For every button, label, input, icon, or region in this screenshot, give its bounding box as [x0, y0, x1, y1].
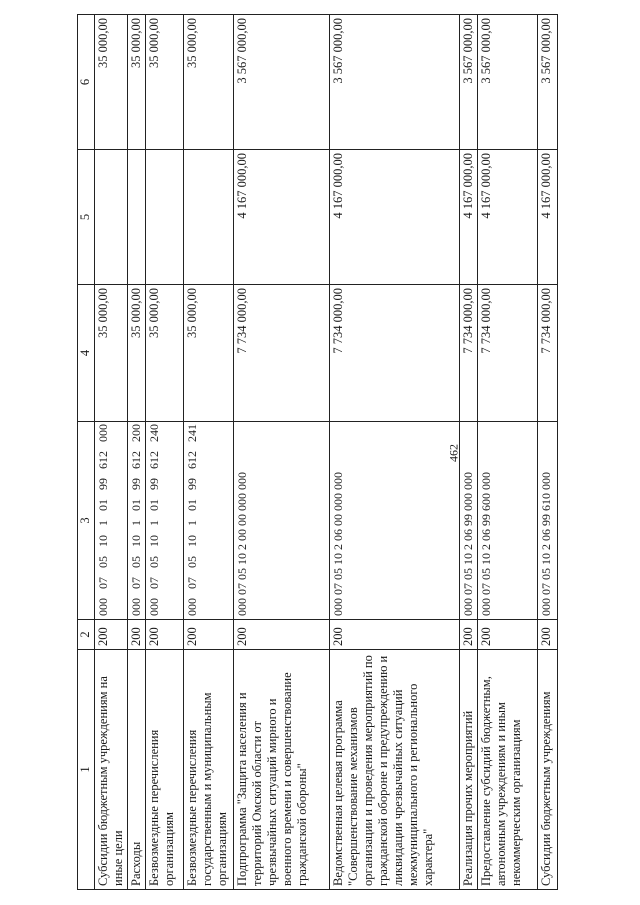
- row-admin-code: 200: [184, 620, 234, 650]
- row-admin-code: 200: [330, 620, 460, 650]
- page-number: 462: [446, 444, 461, 462]
- row-amount-col4: 7 734 000,00: [478, 285, 538, 422]
- table-header-row: [78, 15, 95, 890]
- row-amount-col5: 4 167 000,00: [478, 150, 538, 285]
- row-amount-col4: 35 000,00: [95, 285, 128, 422]
- row-name: Реализация прочих мероприятий: [460, 650, 478, 890]
- row-classification-code: 000 07 05 10 1 01 99 612 241: [184, 422, 234, 620]
- row-classification-code: 000 07 05 10 1 01 99 612 240: [146, 422, 184, 620]
- row-amount-col6: 35 000,00: [128, 15, 146, 150]
- row-admin-code: 200: [128, 620, 146, 650]
- table-row: [234, 15, 330, 890]
- budget-table-rotated: [77, 15, 562, 890]
- budget-table: [77, 14, 558, 890]
- header-col-3: 3: [78, 422, 95, 620]
- row-admin-code: 200: [146, 620, 184, 650]
- table-row: [128, 15, 146, 890]
- row-classification-code: 000 07 05 10 2 06 00 000 000: [330, 422, 460, 620]
- row-amount-col6: 3 567 000,00: [460, 15, 478, 150]
- row-classification-code: 000 07 05 10 2 06 99 600 000: [478, 422, 538, 620]
- row-amount-col4: 35 000,00: [146, 285, 184, 422]
- row-amount-col5: 4 167 000,00: [460, 150, 478, 285]
- row-amount-col5: 4 167 000,00: [234, 150, 330, 285]
- row-admin-code: 200: [538, 620, 558, 650]
- row-amount-col5: 4 167 000,00: [538, 150, 558, 285]
- row-classification-code: 000 07 05 10 2 00 00 000 000: [234, 422, 330, 620]
- row-amount-col6: 3 567 000,00: [478, 15, 538, 150]
- row-classification-code: 000 07 05 10 2 06 99 610 000: [538, 422, 558, 620]
- row-amount-col4: 7 734 000,00: [538, 285, 558, 422]
- row-classification-code: 000 07 05 10 2 06 99 000 000: [460, 422, 478, 620]
- row-name: Ведомственная целевая программа "Совершенствование механизмов организации и проведения мероприятий по гражданской обороне и предупреждению и ликвидации чрезвычайных ситуаций межмуниципального и регионального характера": [330, 650, 460, 890]
- row-admin-code: 200: [95, 620, 128, 650]
- row-name: Субсидии бюджетным учреждениям: [538, 650, 558, 890]
- header-col-2: 2: [78, 620, 95, 650]
- row-amount-col6: 3 567 000,00: [538, 15, 558, 150]
- row-amount-col5: [146, 150, 184, 285]
- header-col-6: 6: [78, 15, 95, 150]
- table-row: [184, 15, 234, 890]
- table-row: [478, 15, 538, 890]
- row-amount-col4: 35 000,00: [128, 285, 146, 422]
- row-amount-col5: 4 167 000,00: [330, 150, 460, 285]
- row-amount-col5: [95, 150, 128, 285]
- row-name: Безвозмездные перечисления государственным и муниципальным организациям: [184, 650, 234, 890]
- row-name: Предоставление субсидий бюджетным, автономным учреждениям и иным некоммерческим организациям: [478, 650, 538, 890]
- row-amount-col4: 7 734 000,00: [460, 285, 478, 422]
- row-amount-col6: 35 000,00: [184, 15, 234, 150]
- row-amount-col4: 35 000,00: [184, 285, 234, 422]
- row-amount-col5: [128, 150, 146, 285]
- row-amount-col6: 35 000,00: [146, 15, 184, 150]
- table-row: [538, 15, 558, 890]
- row-admin-code: 200: [460, 620, 478, 650]
- row-amount-col6: 3 567 000,00: [330, 15, 460, 150]
- row-classification-code: 000 07 05 10 1 01 99 612 200: [128, 422, 146, 620]
- row-amount-col4: 7 734 000,00: [234, 285, 330, 422]
- row-name: Безвозмездные перечисления организациям: [146, 650, 184, 890]
- row-amount-col5: [184, 150, 234, 285]
- header-col-4: 4: [78, 285, 95, 422]
- table-row: [460, 15, 478, 890]
- row-name: Подпрограмма "Защита населения и территорий Омской области от чрезвычайных ситуаций мирного и военного времени и совершенствование гражданской обороны": [234, 650, 330, 890]
- header-col-5: 5: [78, 150, 95, 285]
- header-col-1: 1: [78, 650, 95, 890]
- table-row: [146, 15, 184, 890]
- row-name: Расходы: [128, 650, 146, 890]
- row-amount-col6: 3 567 000,00: [234, 15, 330, 150]
- table-row: [330, 15, 460, 890]
- row-amount-col4: 7 734 000,00: [330, 285, 460, 422]
- table-row: [95, 15, 128, 890]
- row-admin-code: 200: [478, 620, 538, 650]
- row-classification-code: 000 07 05 10 1 01 99 612 000: [95, 422, 128, 620]
- row-amount-col6: 35 000,00: [95, 15, 128, 150]
- row-name: Субсидии бюджетным учреждениям на иные цели: [95, 650, 128, 890]
- row-admin-code: 200: [234, 620, 330, 650]
